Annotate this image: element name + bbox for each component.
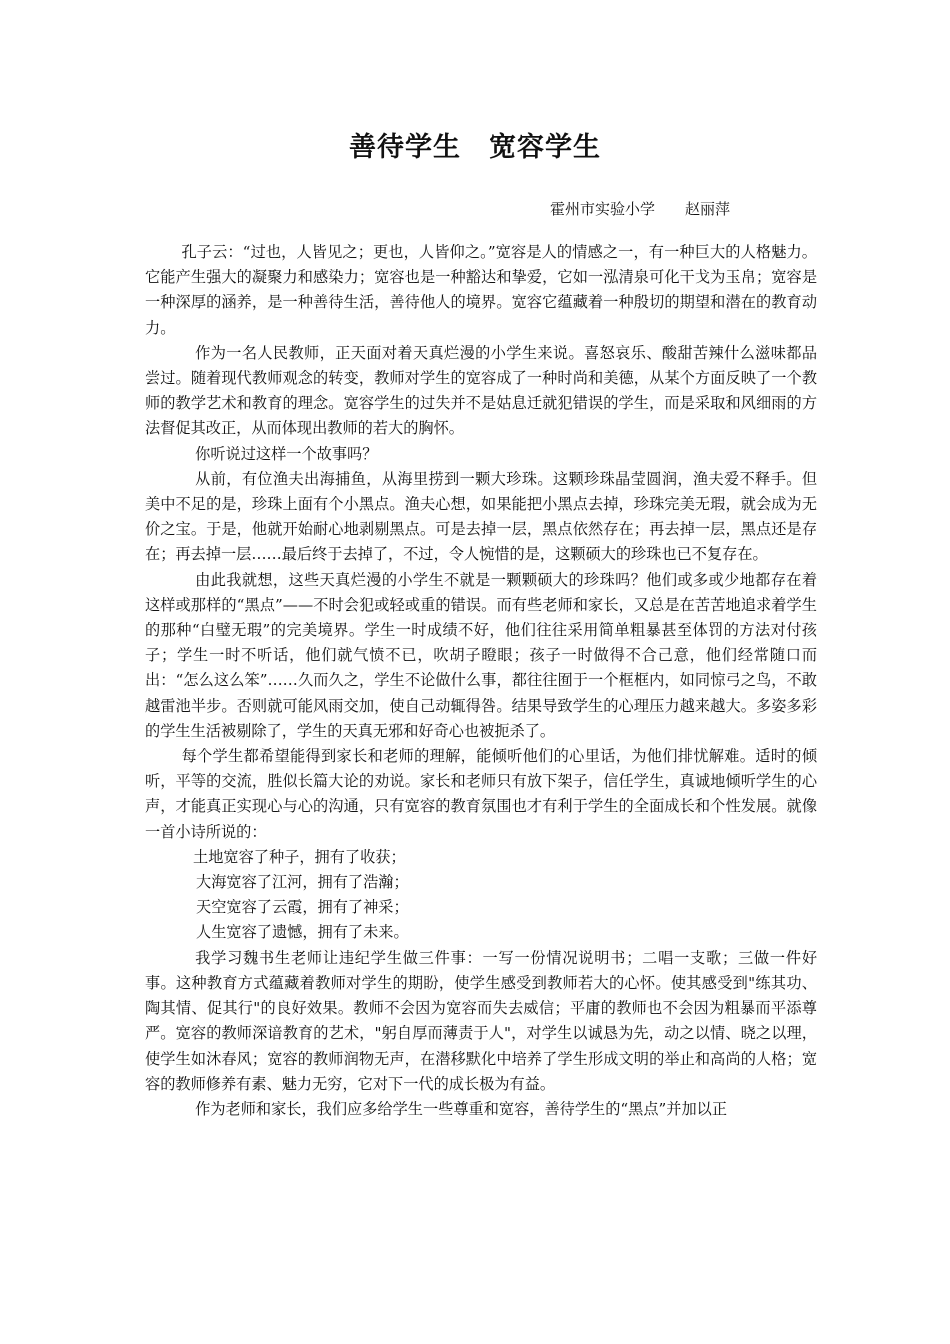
- poem: [145, 845, 817, 946]
- author-line: 霍州市实验小学 赵丽萍: [550, 200, 731, 218]
- poem-line: 人生宽容了遗憾，拥有了未来。: [196, 923, 409, 942]
- poem-line: 天空宽容了云霞，拥有了神采；: [196, 898, 409, 917]
- paragraph: 你听说过这样一个故事吗？: [195, 444, 378, 463]
- paragraph: 我学习魏书生老师让违纪学生做三件事：一写一份情况说明书；二唱一支歌；三做一件好事。这种教育方式蕴藏着教师对学生的期盼，使学生感受到教师若大的心怀。使其感受到"练其功、陶其情、促其行"的良好效果。教师不会因为宽容而失去威信；平庸的教师也不会因为粗暴而平添尊严。宽容的教师深谙教育的艺术，"躬自厚而薄责于人"，对学生以诚恳为先，动之以情、晓之以理，使学生如沐春风；宽容的教师润物无声，在潜移默化中培养了学生形成文明的举止和高尚的人格；宽容的教师修养有素、魅力无穷，它对下一代的成长极为有益。: [145, 948, 817, 1093]
- article-body: [145, 240, 817, 1122]
- paragraph: 作为一名人民教师，正天面对着天真烂漫的小学生来说。喜怒哀乐、酸甜苦辣什么滋味都品尝过。随着现代教师观念的转变，教师对学生的宽容成了一种时尚和美德，从某个方面反映了一个教师的教学艺术和教育的理念。宽容学生的过失并不是姑息迁就犯错误的学生，而是采取和风细雨的方法督促其改正，从而体现出教师的若大的胸怀。: [145, 343, 817, 438]
- page-title: 善待学生 宽容学生: [349, 132, 601, 163]
- paragraph: 由此我就想，这些天真烂漫的小学生不就是一颗颗硕大的珍珠吗？他们或多或少地都存在着这样或那样的“黑点”——不时会犯或轻或重的错误。而有些老师和家长，又总是在苦苦地追求着学生的那种“白璧无瑕”的完美境界。学生一时成绩不好，他们往往采用简单粗暴甚至体罚的方法对付孩子；学生一时不听话，他们就气愤不已，吹胡子瞪眼；孩子一时做得不合己意，他们经常随口而出：“怎么这么笨”……久而久之，学生不论做什么事，都往往囿于一个框框内，如同惊弓之鸟，不敢越雷池半步。否则就可能风雨交加，使自己动辄得咎。结果导致学生的心理压力越来越大。多姿多彩的学生生活被剔除了，学生的天真无邪和好奇心也被扼杀了。: [145, 570, 817, 740]
- paragraph: 孔子云：“过也，人皆见之；更也，人皆仰之。”宽容是人的情感之一，有一种巨大的人格魅力。它能产生强大的凝聚力和感染力；宽容也是一种豁达和挚爱，它如一泓清泉可化干戈为玉帛；宽容是一种深厚的涵养，是一种善待生活，善待他人的境界。宽容它蕴藏着一种殷切的期望和潜在的教育动力。: [145, 243, 817, 337]
- paragraph: 作为老师和家长，我们应多给学生一些尊重和宽容，善待学生的“黑点”并加以正: [195, 1099, 728, 1118]
- poem-line: 土地宽容了种子，拥有了收获；: [193, 847, 406, 866]
- poem-line: 大海宽容了江河，拥有了浩瀚；: [196, 873, 409, 892]
- paragraph: 每个学生都希望能得到家长和老师的理解，能倾听他们的心里话，为他们排忧解难。适时的倾听，平等的交流，胜似长篇大论的劝说。家长和老师只有放下架子，信任学生，真诚地倾听学生的心声，才能真正实现心与心的沟通，只有宽容的教育氛围也才有利于学生的全面成长和个性发展。就像一首小诗所说的：: [145, 747, 817, 841]
- paragraph: 从前，有位渔夫出海捕鱼，从海里捞到一颗大珍珠。这颗珍珠晶莹圆润，渔夫爱不释手。但美中不足的是，珍珠上面有个小黑点。渔夫心想，如果能把小黑点去掉，珍珠完美无瑕，就会成为无价之宝。于是，他就开始耐心地剥剔黑点。可是去掉一层，黑点依然存在；再去掉一层，黑点还是存在；再去掉一层……最后终于去掉了，不过，令人惋惜的是，这颗硕大的珍珠也已不复存在。: [145, 469, 817, 564]
